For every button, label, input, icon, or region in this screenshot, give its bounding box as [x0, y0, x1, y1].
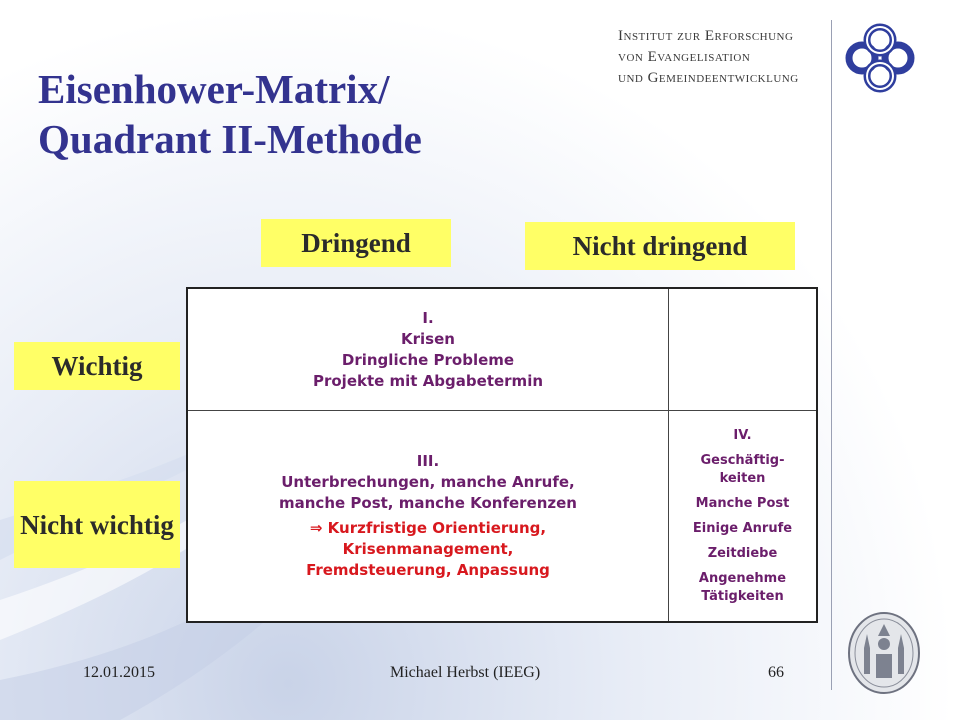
- quadrant-1-line: Krisen: [401, 329, 455, 348]
- quadrant-4-line: Manche Post: [695, 495, 790, 511]
- footer-page-number: 66: [768, 664, 784, 681]
- quadrant-3-highlight-line: Krisenmanagement,: [342, 540, 514, 558]
- label-not-urgent: Nicht dringend: [525, 222, 795, 270]
- quadrant-4-line: Einige Anrufe: [692, 520, 793, 536]
- page-title: [38, 64, 598, 164]
- quadrant-3-line: Unterbrechungen, manche Anrufe,: [281, 473, 575, 491]
- quadrant-4-line: keiten: [719, 470, 766, 486]
- quadrant-1: [188, 289, 669, 411]
- quadrant-3-highlight-line: Fremdsteuerung, Anpassung: [306, 561, 550, 579]
- quadrant-3-highlight-line: ⇒ Kurzfristige Orientierung,: [309, 519, 547, 537]
- footer-author: Michael Herbst (IEEG): [390, 664, 541, 681]
- quadrant-3-numeral: III.: [416, 452, 440, 470]
- quadrant-4-line: Tätigkeiten: [701, 588, 784, 604]
- ieeg-knot-logo-icon: [842, 20, 918, 96]
- university-seal-icon: [846, 610, 922, 696]
- quadrant-4-line: Angenehme: [698, 570, 787, 586]
- title-line-2: Quadrant II-Methode: [38, 116, 422, 162]
- label-urgent: Dringend: [261, 219, 451, 267]
- quadrant-4: [669, 411, 816, 621]
- quadrant-4-line: Zeitdiebe: [707, 545, 778, 561]
- quadrant-4-line: Geschäftig-: [700, 452, 785, 468]
- header-divider: [831, 20, 832, 690]
- quadrant-3-line: manche Post, manche Konferenzen: [279, 494, 577, 512]
- quadrant-3: [188, 411, 669, 621]
- quadrant-1-line: Dringliche Probleme: [341, 350, 515, 369]
- quadrant-4-numeral: IV.: [733, 427, 752, 443]
- quadrant-1-numeral: I.: [422, 308, 434, 327]
- quadrant-2: [669, 289, 816, 411]
- institute-line-3: und Gemeindeentwicklung: [618, 70, 799, 86]
- institute-line-1: Institut zur Erforschung: [618, 28, 794, 44]
- footer-date: 12.01.2015: [83, 664, 155, 681]
- eisenhower-matrix: [186, 287, 818, 623]
- institute-line-2: von Evangelisation: [618, 49, 751, 65]
- institute-name: [618, 26, 823, 89]
- title-line-1: Eisenhower-Matrix/: [38, 66, 390, 112]
- quadrant-3-highlight: [306, 518, 550, 581]
- quadrant-1-line: Projekte mit Abgabetermin: [312, 371, 544, 390]
- label-not-important: Nicht wichtig: [14, 481, 180, 568]
- label-important: Wichtig: [14, 342, 180, 390]
